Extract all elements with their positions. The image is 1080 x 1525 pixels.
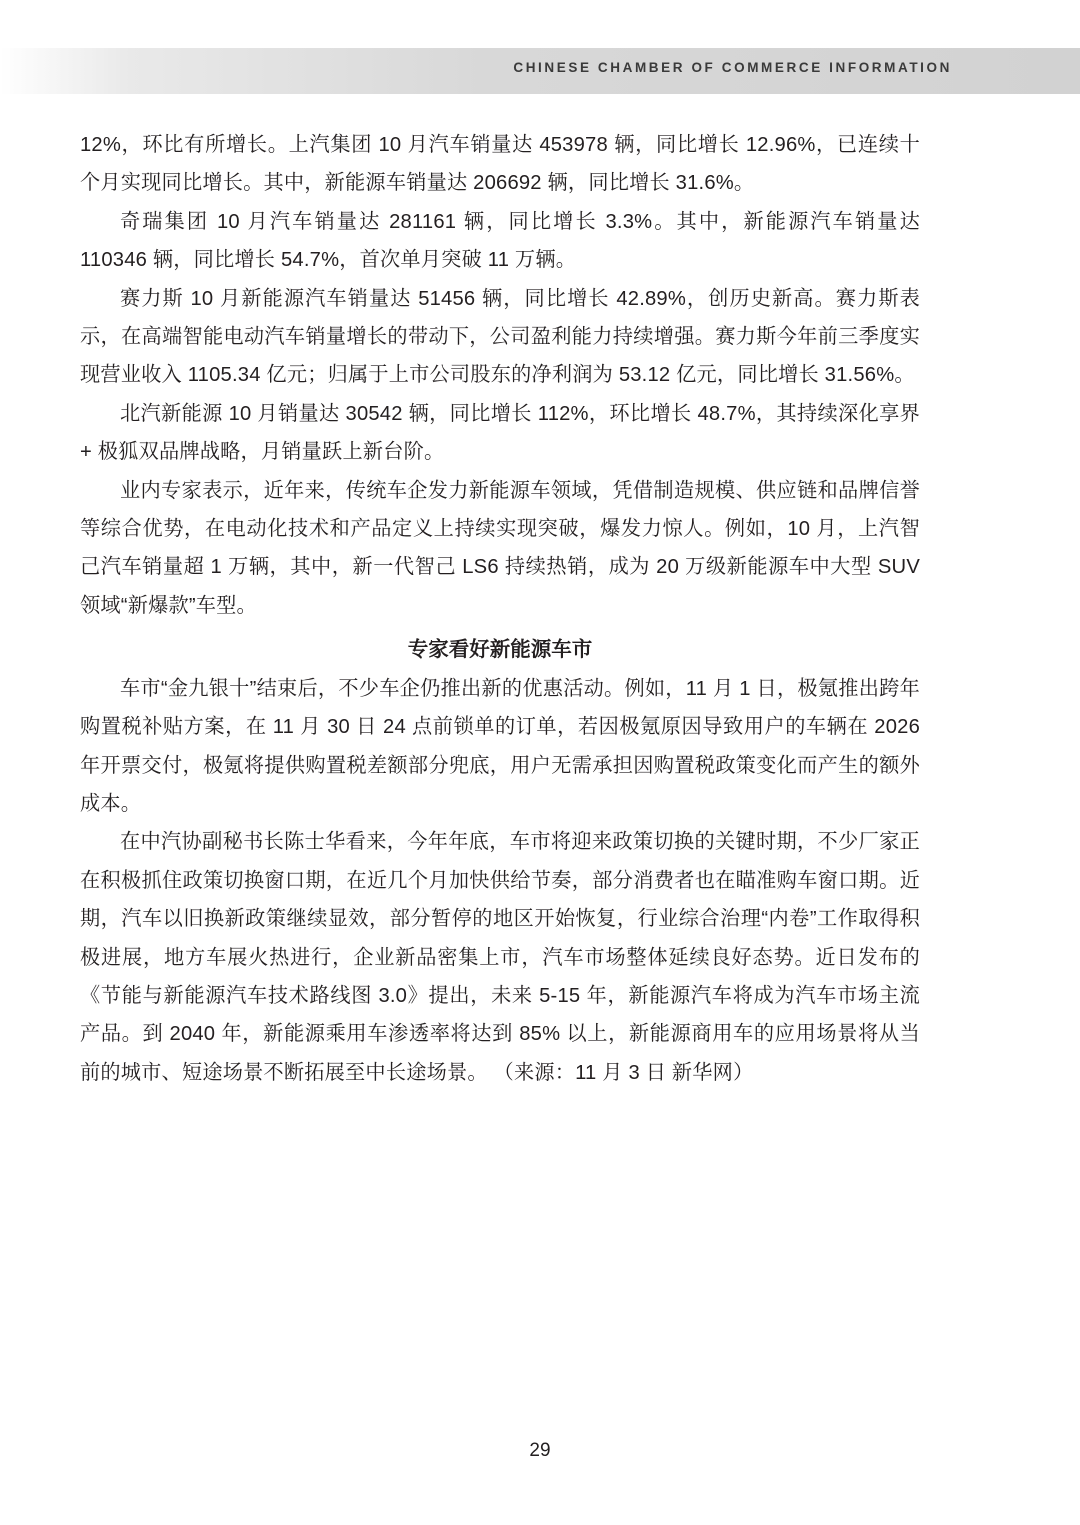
paragraph-4: 北汽新能源 10 月销量达 30542 辆，同比增长 112%，环比增长 48.7%，其持续深化享界 + 极狐双品牌战略，月销量跃上新台阶。 — [80, 402, 920, 464]
paragraph-3: 赛力斯 10 月新能源汽车销量达 51456 辆，同比增长 42.89%，创历史新高。赛力斯表示，在高端智能电动汽车销量增长的带动下，公司盈利能力持续增强。赛力斯今年前三季度实现营业收入 1105.34 亿元；归属于上市公司股东的净利润为 53.12 亿元，同比增长 31.56%。 — [80, 287, 920, 387]
paragraph-6: 车市“金九银十”结束后，不少车企仍推出新的优惠活动。例如，11 月 1 日，极氪推出跨年购置税补贴方案，在 11 月 30 日 24 点前锁单的订单，若因极氪原因导致用户的车辆在 2026 年开票交付，极氪将提供购置税差额部分兜底，用户无需承担因购置税政策变化而产生的额外成本。 — [80, 677, 920, 815]
paragraph-7: 在中汽协副秘书长陈士华看来，今年年底，车市将迎来政策切换的关键时期，不少厂家正在积极抓住政策切换窗口期，在近几个月加快供给节奏，部分消费者也在瞄准购车窗口期。近期，汽车以旧换新政策继续显效，部分暂停的地区开始恢复，行业综合治理“内卷”工作取得积极进展，地方车展火热进行，企业新品密集上市，汽车市场整体延续良好态势。近日发布的《节能与新能源汽车技术路线图 3.0》提出，未来 5-15 年，新能源汽车将成为汽车市场主流产品。到 2040 年，新能源乘用车渗透率将达到 85% 以上，新能源商用车的应用场景将从当前的城市、短途场景不断拓展至中长途场景。 （来源：11 月 3 日 新华网） — [80, 831, 920, 1084]
paragraph-5: 业内专家表示，近年来，传统车企发力新能源车领域，凭借制造规模、供应链和品牌信誉等综合优势，在电动化技术和产品定义上持续实现突破，爆发力惊人。例如，10 月，上汽智己汽车销量超 1 万辆，其中，新一代智己 LS6 持续热销，成为 20 万级新能源车中大型 SUV 领域“新爆款”车型。 — [80, 479, 920, 617]
page-number: 29 — [529, 1440, 551, 1461]
paragraph-2: 奇瑞集团 10 月汽车销量达 281161 辆，同比增长 3.3%。其中，新能源汽车销量达 110346 辆，同比增长 54.7%，首次单月突破 11 万辆。 — [80, 210, 920, 272]
running-head-text: CHINESE CHAMBER OF COMMERCE INFORMATION — [513, 60, 952, 75]
paragraph-1: 12%，环比有所增长。上汽集团 10 月汽车销量达 453978 辆，同比增长 12.96%，已连续十个月实现同比增长。其中，新能源车销量达 206692 辆，同比增长 31.6%。 — [80, 134, 920, 195]
article-body — [80, 126, 920, 1092]
page-left-margin-rule — [0, 0, 9, 1525]
section-subheading: 专家看好新能源车市 — [407, 638, 593, 662]
